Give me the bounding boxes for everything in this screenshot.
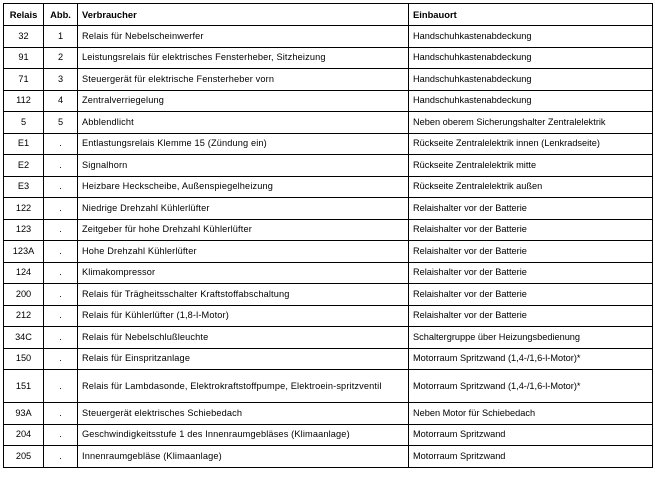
cell-abb: 1 [44, 26, 78, 48]
cell-relais: E2 [4, 155, 44, 177]
table-row [4, 262, 653, 284]
cell-abb: . [44, 305, 78, 327]
table-row [4, 176, 653, 198]
table-row [4, 348, 653, 370]
cell-einbauort: Relaishalter vor der Batterie [409, 284, 653, 306]
cell-verbraucher: Hohe Drehzahl Kühlerlüfter [78, 241, 409, 263]
cell-relais: 5 [4, 112, 44, 134]
table-row [4, 133, 653, 155]
cell-relais: 32 [4, 26, 44, 48]
cell-verbraucher: Relais für Lambdasonde, Elektrokraftstoffpumpe, Elektroein-spritzventil [78, 370, 409, 403]
table-row [4, 219, 653, 241]
cell-einbauort: Rückseite Zentralelektrik mitte [409, 155, 653, 177]
cell-abb: . [44, 133, 78, 155]
cell-relais: 123A [4, 241, 44, 263]
cell-abb: . [44, 241, 78, 263]
cell-relais: 150 [4, 348, 44, 370]
cell-einbauort: Motorraum Spritzwand [409, 424, 653, 446]
cell-abb: . [44, 155, 78, 177]
table-row [4, 90, 653, 112]
cell-relais: 34C [4, 327, 44, 349]
table-row [4, 305, 653, 327]
table-row [4, 370, 653, 403]
cell-relais: E1 [4, 133, 44, 155]
header-relais: Relais [4, 4, 44, 26]
table-row [4, 403, 653, 425]
header-abb: Abb. [44, 4, 78, 26]
cell-verbraucher: Leistungsrelais für elektrisches Fensterheber, Sitzheizung [78, 47, 409, 69]
cell-abb: . [44, 446, 78, 468]
cell-abb: . [44, 403, 78, 425]
cell-abb: 4 [44, 90, 78, 112]
cell-einbauort: Neben Motor für Schiebedach [409, 403, 653, 425]
cell-verbraucher: Relais für Kühlerlüfter (1,8-l-Motor) [78, 305, 409, 327]
table-row [4, 26, 653, 48]
table-row [4, 47, 653, 69]
cell-einbauort: Motorraum Spritzwand [409, 446, 653, 468]
cell-verbraucher: Signalhorn [78, 155, 409, 177]
cell-abb: . [44, 370, 78, 403]
cell-einbauort: Relaishalter vor der Batterie [409, 198, 653, 220]
cell-abb: . [44, 348, 78, 370]
cell-verbraucher: Relais für Nebelschlußleuchte [78, 327, 409, 349]
cell-einbauort: Relaishalter vor der Batterie [409, 262, 653, 284]
cell-abb: . [44, 424, 78, 446]
table-row [4, 69, 653, 91]
cell-verbraucher: Geschwindigkeitsstufe 1 des Innenraumgebläses (Klimaanlage) [78, 424, 409, 446]
cell-einbauort: Handschuhkastenabdeckung [409, 69, 653, 91]
cell-abb: . [44, 176, 78, 198]
cell-verbraucher: Relais für Einspritzanlage [78, 348, 409, 370]
cell-relais: 200 [4, 284, 44, 306]
cell-relais: 124 [4, 262, 44, 284]
table-row [4, 198, 653, 220]
table-row [4, 424, 653, 446]
cell-abb: 5 [44, 112, 78, 134]
cell-relais: 123 [4, 219, 44, 241]
cell-abb: . [44, 262, 78, 284]
cell-verbraucher: Niedrige Drehzahl Kühlerlüfter [78, 198, 409, 220]
cell-abb: . [44, 219, 78, 241]
cell-verbraucher: Zentralverriegelung [78, 90, 409, 112]
cell-relais: 91 [4, 47, 44, 69]
cell-verbraucher: Klimakompressor [78, 262, 409, 284]
cell-einbauort: Relaishalter vor der Batterie [409, 219, 653, 241]
cell-relais: 71 [4, 69, 44, 91]
relay-table [3, 3, 653, 468]
cell-verbraucher: Relais für Nebelscheinwerfer [78, 26, 409, 48]
cell-einbauort: Handschuhkastenabdeckung [409, 90, 653, 112]
cell-verbraucher: Innenraumgebläse (Klimaanlage) [78, 446, 409, 468]
cell-einbauort: Handschuhkastenabdeckung [409, 47, 653, 69]
cell-einbauort: Relaishalter vor der Batterie [409, 241, 653, 263]
table-row [4, 155, 653, 177]
header-verbraucher: Verbraucher [78, 4, 409, 26]
table-row [4, 284, 653, 306]
table-row [4, 446, 653, 468]
cell-verbraucher: Steuergerät für elektrische Fensterheber vorn [78, 69, 409, 91]
cell-relais: 151 [4, 370, 44, 403]
header-einbauort: Einbauort [409, 4, 653, 26]
cell-abb: 2 [44, 47, 78, 69]
cell-einbauort: Neben oberem Sicherungshalter Zentralelektrik [409, 112, 653, 134]
table-row [4, 241, 653, 263]
cell-verbraucher: Zeitgeber für hohe Drehzahl Kühlerlüfter [78, 219, 409, 241]
cell-einbauort: Schaltergruppe über Heizungsbedienung [409, 327, 653, 349]
cell-abb: . [44, 284, 78, 306]
cell-einbauort: Rückseite Zentralelektrik außen [409, 176, 653, 198]
cell-verbraucher: Abblendlicht [78, 112, 409, 134]
cell-verbraucher: Entlastungsrelais Klemme 15 (Zündung ein) [78, 133, 409, 155]
table-row [4, 112, 653, 134]
cell-relais: 205 [4, 446, 44, 468]
header-row [4, 4, 653, 26]
cell-relais: 112 [4, 90, 44, 112]
cell-einbauort: Rückseite Zentralelektrik innen (Lenkradseite) [409, 133, 653, 155]
cell-relais: 122 [4, 198, 44, 220]
cell-relais: E3 [4, 176, 44, 198]
cell-verbraucher: Heizbare Heckscheibe, Außenspiegelheizung [78, 176, 409, 198]
cell-einbauort: Relaishalter vor der Batterie [409, 305, 653, 327]
cell-abb: 3 [44, 69, 78, 91]
table-body [4, 26, 653, 468]
cell-verbraucher: Steuergerät elektrisches Schiebedach [78, 403, 409, 425]
table-row [4, 327, 653, 349]
cell-einbauort: Motorraum Spritzwand (1,4-/1,6-l-Motor)* [409, 370, 653, 403]
cell-relais: 93A [4, 403, 44, 425]
cell-einbauort: Motorraum Spritzwand (1,4-/1,6-l-Motor)* [409, 348, 653, 370]
cell-abb: . [44, 198, 78, 220]
cell-relais: 212 [4, 305, 44, 327]
cell-abb: . [44, 327, 78, 349]
cell-verbraucher: Relais für Trägheitsschalter Kraftstoffabschaltung [78, 284, 409, 306]
cell-einbauort: Handschuhkastenabdeckung [409, 26, 653, 48]
cell-relais: 204 [4, 424, 44, 446]
table-header [4, 4, 653, 26]
